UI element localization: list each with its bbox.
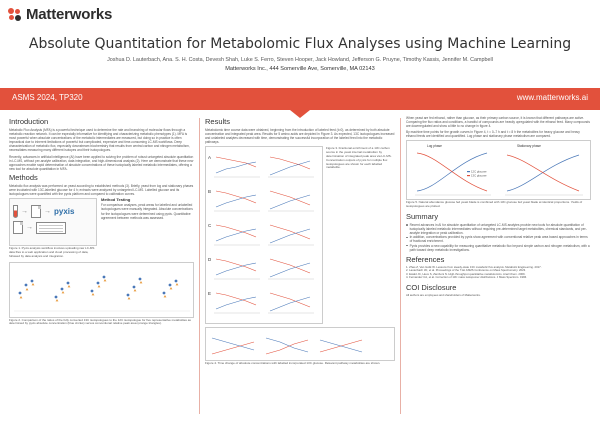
figure-3-caption-box [326,146,395,324]
arrow-icon: → [44,207,51,215]
method-testing-heading: Method Testing [101,197,131,203]
column-divider [400,118,401,414]
bullet-icon [406,245,408,247]
poster-title: Absolute Quantitation for Metabolomic Flux Analyses using Machine Learning [28,36,572,52]
intro-paragraph: Metabolic Flux Analysis (MFA) is a powerful technique used to determine the rate and branching of molecular flows through a metabolic reaction network. It can be especially informative for identifying and characterizing metabolic phenotypes (1). MFA is most powerful when absolute concentrations of the metabolic intermediates are measured, but doing so in practice is often impractical due to inherent limitations of powerful but complicated, expensive and time-consuming LC-MS workflows. Deep characterization of metabolic flux, especially downstream biochemistry that results from central carbon and nitrogen metabolism, necessitates measuring many different isotopes and their isotopologues. [9,128,190,153]
panel-letter-c: C [208,223,212,229]
col3-paragraph: When yeast are fed ethanol, rather than glucose, as their primary carbon source, it is known that different pathways are active. Comparing the flux ratios and conditions, a handful of compounds are heavily upregulated with the ethanol feed. Many compounds are downregulated and show a little to no change in figure 4. [406,116,590,129]
figure-3-4-row [205,146,395,324]
summary-item-text: In addition, concentrations provided by pyxis show agreement with conventional relative peak area based approaches in terms of fractional enrichment. [409,235,588,244]
methods-paragraph: Metabolic flux analysis was performed on yeast according to established methods (3). Briefly, yeast from log and stationary phases were incubated with 13C-labelled glucose for 4 h; extracts were analyzed by untargeted LC-MS. Labelled glucose and its isotopologues were quantified with the pyxis platform and compared to calibration curves. [9,183,194,197]
summary-item [406,223,591,235]
upload-file-icon [13,221,23,234]
figure-4-caption: Figure 4. Time change of absolute concentrations with labelled incorporated 13C glucose. Relevant pathway metabolites are shown. [205,361,381,366]
results-paragraph: Metabolomic time course data were obtained, beginning from the introduction of labeled feed (t=0), as determined by both absolute concentration and integrated peak area. Results for 5 amino acids are depicted in Figure 3. As expected, 13C isotopologues increased and unlabeled analytes decreased with time, demonstrating the successful incorporation of the labeled feed into the metabolic pathways. [205,128,395,145]
panel-letter-e: E [208,291,212,297]
figure-5-caption: Figure 5. Natural abundance glucose fed yeast blade is combined with 13C glucose fed yeast blade at identical proportions. Yields of isotopologues are plotted. [406,200,583,209]
intro-paragraph-2: Recently, advances in artificial intelligence (AI) have been applied to solving the problem of robust untargeted absolute quantitation in LC-MS, without per-analyte calibration, data integration, and high-dimensional analysis (2). Here we demonstrate that these new approaches enable rapid determination of absolute concentrations of these isotopically labeled metabolic intermediates, offering a new tool for absolute quantitation in MFA. [9,154,194,171]
column-divider [199,118,200,414]
matterworks-logo-icon [8,8,22,22]
website-link[interactable]: www.matterworks.ai [516,93,588,102]
conference-label: ASMS 2024, TP320 [12,93,83,102]
arrow-icon: → [21,207,28,215]
methods-heading: Methods [9,172,38,182]
bullet-icon [406,224,408,226]
figure-4-svg [206,328,395,361]
bullet-icon [406,237,408,239]
figure-5-label-stationary: Stationary phase [517,144,541,149]
summary-item-text: Pyxis provides a new capability for measuring quantitative metabolic flux beyond simple carbon and nitrogen metabolism, with a path toward deep metabolic investigations. [409,243,590,252]
poster-affiliation: Matterworks Inc., 444 Somerville Ave, Somerville, MA 02143 [225,66,375,72]
workflow-row-1 [13,205,93,218]
workflow-row-2 [13,221,93,234]
summary-item [406,235,591,243]
figure-5-svg [407,141,591,200]
pyxis-logo: pyxis [54,206,75,216]
intro-heading: Introduction [9,117,49,126]
method-testing [101,198,194,258]
figure-3-svg [206,147,323,324]
reference-item: 2. Lauterbach JD, et al. Proceedings of the 71st ASMS Conference on Mass Spectrometry. 2023. [406,268,526,273]
conference-banner [0,88,600,110]
figure-1 [9,198,97,258]
column-left [9,116,194,416]
data-file-icon [31,205,41,218]
figure-5-chart [406,140,591,200]
sample-tube-icon [13,205,18,218]
figure-5-legend-13c: 13C glucose [471,173,487,178]
poster-authors: Joshua D. Lauterbach, Ana. S. H. Costa, Devesh Shah, Luke S. Ferro, Steven Hooper, Jack Howland, Jefferson G. Pruyne, Timothy Kassis, Jennifer M. Campbell [107,57,493,63]
figure-4-chart [205,327,395,361]
brand-name: Matterworks [26,6,113,23]
panel-letter-b: B [208,189,212,195]
results-heading: Results [205,117,231,126]
panel-letter-a: A [208,155,212,161]
figure-3-chart [205,146,323,324]
methods-figure-row [9,198,194,258]
column-middle [205,116,395,416]
col3-paragraph-2: By machine time points for the growth curves in Figure 4, t = 0–7 h and t = 8 h the metabolites for heavy glucose and heavy ethanol feeds are identified and quantified. Log phase and stationary phase metabolism are compared. [406,130,580,139]
figure-1-caption: Figure 1. Pyxis analysis workflow involves uploading raw LC-MS data files to a web application and cloud processing of data, followed by data analysis and integration. [9,246,95,258]
summary-item [406,244,591,252]
results-table-icon [36,222,66,234]
coi-text: All authors are employees and shareholders of Matterworks. [406,292,481,297]
figure-2-chart [9,262,194,318]
reference-item: 3. Ewald JC, Heux S, Zamboni N. High-throughput quantitative metabolomics. Anal Chem. 2009. [406,271,526,276]
panel-letter-d: D [208,257,212,263]
figure-5-label-log: Log phase [427,144,442,149]
figure-3-caption: Figure 3. Fractional enrichment of a 13C carbon source in the yeast internal metabolism by determination of integrated peak area via LC-MS. Concentration outputs of pyxis for multiple flux isotopologues are shown for each labelled metabolite. [326,146,392,170]
references-heading: References [406,254,445,264]
summary-heading: Summary [406,212,439,222]
figure-2-caption: Figure 2. Comparison of the ratios of the fully converted 13C isotopologues to the 12C isotopologue for five representative metabolites as determined by pyxis absolute concentration (blue circles) versus conventional relative peak area (orange triangles). [9,317,191,326]
brand-logo [8,6,112,23]
pyxis-workflow-figure [9,198,97,246]
figure-2-svg [10,263,194,318]
column-right [406,116,591,416]
figure-5-legend-12c: 12C glucose [471,169,487,174]
arrow-icon: → [26,223,33,231]
reference-item: 4. Fernandez CA, et al. Correction of 13C mass isotopomer distributions. J Mass Spectrom. 1996. [406,275,527,280]
poster-header [0,0,600,82]
summary-item-text: Recent advances in AI for absolute quantitation of untargeted LC-MS analytes provide new tools for absolute quantitation of isotopically labeled metabolic intermediates without requiring pre-determined target metabolites, chemical standards, and per-analyte integration or peak calibration. [409,223,587,236]
coi-heading: COI Disclosure [406,282,457,292]
method-testing-paragraph: For comparison analyses, peak areas for labelled and unlabelled isotopologues were manually integrated. Absolute concentrations for the isotopologues were determined using pyxis. Quantitative agreement between methods was assessed. [101,203,193,220]
reference-item: 1. Zhao Z, Van Gulik W. Lessons from steady-state 13C metabolic flux analysis. Metabolic Engineering. 2017. [406,264,542,269]
figure-3 [205,146,323,324]
